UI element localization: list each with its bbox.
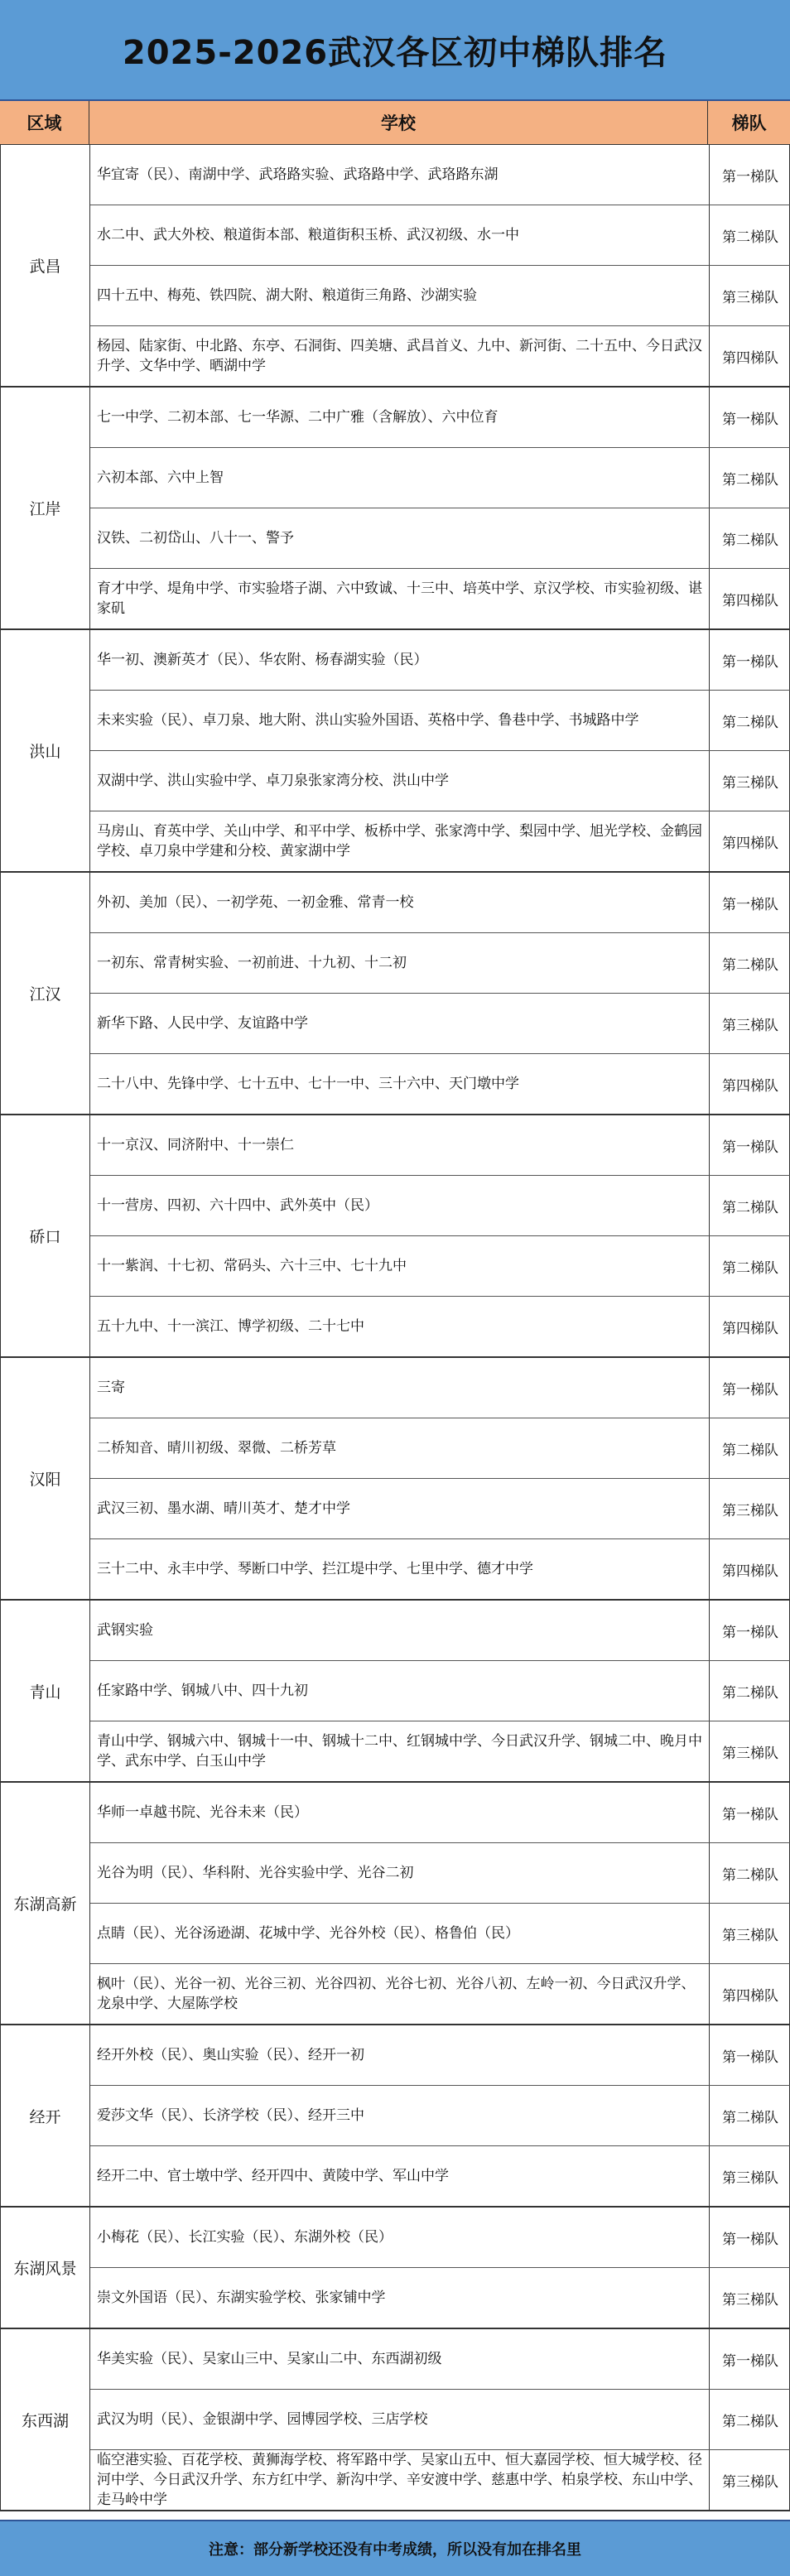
district-rows <box>90 2025 790 2206</box>
table-row <box>90 873 790 933</box>
tier-label: 第三梯队 <box>722 1927 778 1944</box>
table-row <box>90 1539 790 1599</box>
school-list: 三寄 <box>90 1358 710 1418</box>
district-rows <box>90 630 790 871</box>
tier-label: 第四梯队 <box>722 835 778 852</box>
page-title: 2025-2026武汉各区初中梯队排名 <box>0 0 790 101</box>
district-name: 青山 <box>1 1601 90 1781</box>
tier-label: 第一梯队 <box>722 1806 778 1823</box>
table-row <box>90 266 790 326</box>
table-row <box>90 811 790 871</box>
school-list: 马房山、育英中学、关山中学、和平中学、板桥中学、张家湾中学、梨园中学、旭光学校、金鹤园学校、卓刀泉中学建和分校、黄家湖中学 <box>90 811 710 871</box>
district-name: 江汉 <box>1 873 90 1114</box>
tier-label: 第二梯队 <box>722 1259 778 1277</box>
district-rows <box>90 1115 790 1356</box>
district-name: 东西湖 <box>1 2329 90 2510</box>
table-row <box>90 1418 790 1479</box>
tier-label: 第四梯队 <box>722 1077 778 1095</box>
tier-label: 第四梯队 <box>722 1562 778 1580</box>
school-list: 二桥知音、晴川初级、翠微、二桥芳草 <box>90 1418 710 1478</box>
tier-label: 第四梯队 <box>722 1320 778 1337</box>
table-row <box>90 2208 790 2268</box>
district-name: 东湖风景 <box>1 2208 90 2328</box>
school-list: 新华下路、人民中学、友谊路中学 <box>90 994 710 1053</box>
tier-label: 第二梯队 <box>722 2413 778 2430</box>
table-row <box>90 326 790 386</box>
district-name: 东湖高新 <box>1 1783 90 2024</box>
school-list: 武汉三初、墨水湖、晴川英才、楚才中学 <box>90 1479 710 1538</box>
footer-note: 注意：部分新学校还没有中考成绩，所以没有加在排名里 <box>0 2520 790 2576</box>
district-group <box>1 388 789 630</box>
tier-label: 第一梯队 <box>722 1624 778 1641</box>
table-row <box>90 2329 790 2390</box>
tier-label: 第二梯队 <box>722 714 778 731</box>
table-row <box>90 1843 790 1904</box>
school-list: 任家路中学、钢城八中、四十九初 <box>90 1661 710 1721</box>
table-row <box>90 2390 790 2450</box>
district-group <box>1 2329 789 2511</box>
district-group <box>1 145 789 388</box>
table-row <box>90 2268 790 2328</box>
tier-label: 第二梯队 <box>722 2109 778 2126</box>
school-list: 华师一卓越书院、光谷未来（民） <box>90 1783 710 1842</box>
school-list: 一初东、常青树实验、一初前进、十九初、十二初 <box>90 933 710 993</box>
school-list: 枫叶（民）、光谷一初、光谷三初、光谷四初、光谷七初、光谷八初、左岭一初、今日武汉升学、龙泉中学、大屋陈学校 <box>90 1964 710 2024</box>
school-list: 七一中学、二初本部、七一华源、二中广雅（含解放）、六中位育 <box>90 388 710 447</box>
school-list: 小梅花（民）、长江实验（民）、东湖外校（民） <box>90 2208 710 2267</box>
table-row <box>90 388 790 448</box>
district-name: 汉阳 <box>1 1358 90 1599</box>
table-row <box>90 1661 790 1721</box>
tier-label: 第一梯队 <box>722 653 778 671</box>
school-list: 十一营房、四初、六十四中、武外英中（民） <box>90 1176 710 1235</box>
table-row <box>90 1904 790 1964</box>
table-row <box>90 1601 790 1661</box>
table-row <box>90 2086 790 2146</box>
tier-label: 第三梯队 <box>722 1017 778 1034</box>
school-list: 武钢实验 <box>90 1601 710 1660</box>
tier-label: 第一梯队 <box>722 896 778 913</box>
district-name: 洪山 <box>1 630 90 871</box>
school-list: 光谷为明（民）、华科附、光谷实验中学、光谷二初 <box>90 1843 710 1903</box>
table-row <box>90 1721 790 1781</box>
school-list: 六初本部、六中上智 <box>90 448 710 508</box>
school-list: 外初、美加（民）、一初学苑、一初金雅、常青一校 <box>90 873 710 932</box>
school-list: 三十二中、永丰中学、琴断口中学、拦江堤中学、七里中学、德才中学 <box>90 1539 710 1599</box>
school-list: 水二中、武大外校、粮道街本部、粮道街积玉桥、武汉初级、水一中 <box>90 205 710 265</box>
district-group <box>1 2025 789 2208</box>
tier-label: 第三梯队 <box>722 1502 778 1519</box>
district-rows <box>90 388 790 628</box>
table-row <box>90 1054 790 1114</box>
table-row <box>90 2025 790 2086</box>
school-list: 十一京汉、同济附中、十一崇仁 <box>90 1115 710 1175</box>
tier-label: 第四梯队 <box>722 1987 778 2005</box>
district-rows <box>90 1358 790 1599</box>
tier-label: 第一梯队 <box>722 1381 778 1399</box>
district-group <box>1 630 789 873</box>
district-name: 武昌 <box>1 145 90 386</box>
school-list: 爱莎文华（民）、长济学校（民）、经开三中 <box>90 2086 710 2145</box>
district-group <box>1 1601 789 1783</box>
district-group <box>1 1783 789 2025</box>
tier-label: 第二梯队 <box>722 471 778 489</box>
tier-label: 第一梯队 <box>722 2231 778 2248</box>
school-list: 崇文外国语（民）、东湖实验学校、张家铺中学 <box>90 2268 710 2328</box>
district-group <box>1 2208 789 2329</box>
district-rows <box>90 1783 790 2024</box>
tier-label: 第三梯队 <box>722 1745 778 1762</box>
tier-label: 第二梯队 <box>722 1199 778 1216</box>
tier-label: 第二梯队 <box>722 956 778 974</box>
table-row <box>90 1358 790 1418</box>
school-list: 华一初、澳新英才（民）、华农附、杨春湖实验（民） <box>90 630 710 690</box>
school-list: 武汉为明（民）、金银湖中学、园博园学校、三店学校 <box>90 2390 710 2449</box>
school-list: 点睛（民）、光谷汤逊湖、花城中学、光谷外校（民）、格鲁伯（民） <box>90 1904 710 1963</box>
tier-label: 第三梯队 <box>722 2169 778 2187</box>
district-rows <box>90 2208 790 2328</box>
district-rows <box>90 145 790 386</box>
ranking-table <box>0 145 790 2511</box>
tier-label: 第二梯队 <box>722 532 778 549</box>
district-rows <box>90 1601 790 1781</box>
tier-label: 第一梯队 <box>722 2049 778 2066</box>
district-rows <box>90 2329 790 2510</box>
school-list: 华美实验（民）、吴家山三中、吴家山二中、东西湖初级 <box>90 2329 710 2389</box>
tier-label: 第一梯队 <box>722 168 778 185</box>
district-name: 硚口 <box>1 1115 90 1356</box>
tier-label: 第一梯队 <box>722 2352 778 2370</box>
school-list: 未来实验（民）、卓刀泉、地大附、洪山实验外国语、英格中学、鲁巷中学、书城路中学 <box>90 691 710 750</box>
tier-label: 第一梯队 <box>722 1139 778 1156</box>
tier-label: 第三梯队 <box>722 2473 778 2491</box>
school-list: 经开外校（民）、奥山实验（民）、经开一初 <box>90 2025 710 2085</box>
table-row <box>90 1783 790 1843</box>
school-list: 杨园、陆家街、中北路、东亭、石洞街、四美塘、武昌首义、九中、新河街、二十五中、今日武汉升学、文华中学、晒湖中学 <box>90 326 710 386</box>
table-row <box>90 205 790 266</box>
district-group <box>1 873 789 1115</box>
school-list: 经开二中、官士墩中学、经开四中、黄陵中学、军山中学 <box>90 2146 710 2206</box>
tier-label: 第四梯队 <box>722 349 778 367</box>
table-row <box>90 1236 790 1297</box>
school-list: 青山中学、钢城六中、钢城十一中、钢城十二中、红钢城中学、今日武汉升学、钢城二中、晚月中学、武东中学、白玉山中学 <box>90 1721 710 1781</box>
district-group <box>1 1358 789 1601</box>
tier-label: 第二梯队 <box>722 1442 778 1459</box>
tier-label: 第二梯队 <box>722 1684 778 1702</box>
district-group <box>1 1115 789 1358</box>
table-row <box>90 145 790 205</box>
district-rows <box>90 873 790 1114</box>
school-list: 二十八中、先锋中学、七十五中、七十一中、三十六中、天门墩中学 <box>90 1054 710 1114</box>
school-list: 临空港实验、百花学校、黄狮海学校、将军路中学、吴家山五中、恒大嘉园学校、恒大城学校、径河中学、今日武汉升学、东方红中学、新沟中学、辛安渡中学、慈惠中学、柏泉学校、东山中学、走马岭中学 <box>90 2450 710 2510</box>
table-row <box>90 2450 790 2510</box>
school-list: 双湖中学、洪山实验中学、卓刀泉张家湾分校、洪山中学 <box>90 751 710 811</box>
school-list: 华宜寄（民）、南湖中学、武珞路实验、武珞路中学、武珞路东湖 <box>90 145 710 205</box>
school-list: 五十九中、十一滨江、博学初级、二十七中 <box>90 1297 710 1356</box>
tier-label: 第四梯队 <box>722 592 778 609</box>
header-district: 区域 <box>0 101 89 144</box>
table-row <box>90 751 790 811</box>
table-row <box>90 691 790 751</box>
table-row <box>90 1176 790 1236</box>
table-row <box>90 994 790 1054</box>
tier-label: 第一梯队 <box>722 411 778 428</box>
table-row <box>90 933 790 994</box>
header-tier: 梯队 <box>731 113 767 133</box>
table-row <box>90 448 790 508</box>
school-list: 育才中学、堤角中学、市实验塔子湖、六中致诚、十三中、培英中学、京汉学校、市实验初级、谌家矶 <box>90 569 710 628</box>
table-row <box>90 1479 790 1539</box>
school-list: 十一紫润、十七初、常码头、六十三中、七十九中 <box>90 1236 710 1296</box>
tier-label: 第二梯队 <box>722 1866 778 1884</box>
table-row <box>90 569 790 628</box>
tier-label: 第二梯队 <box>722 229 778 246</box>
tier-label: 第三梯队 <box>722 774 778 792</box>
table-row <box>90 630 790 691</box>
tier-label: 第三梯队 <box>722 289 778 306</box>
table-row <box>90 2146 790 2206</box>
table-row <box>90 1964 790 2024</box>
district-name: 江岸 <box>1 388 90 628</box>
tier-label: 第三梯队 <box>722 2291 778 2309</box>
school-list: 四十五中、梅苑、铁四院、湖大附、粮道街三角路、沙湖实验 <box>90 266 710 325</box>
school-list: 汉铁、二初岱山、八十一、警予 <box>90 508 710 568</box>
table-header <box>0 101 790 145</box>
district-name: 经开 <box>1 2025 90 2206</box>
table-row <box>90 1297 790 1356</box>
table-row <box>90 1115 790 1176</box>
header-school: 学校 <box>89 101 708 144</box>
table-row <box>90 508 790 569</box>
